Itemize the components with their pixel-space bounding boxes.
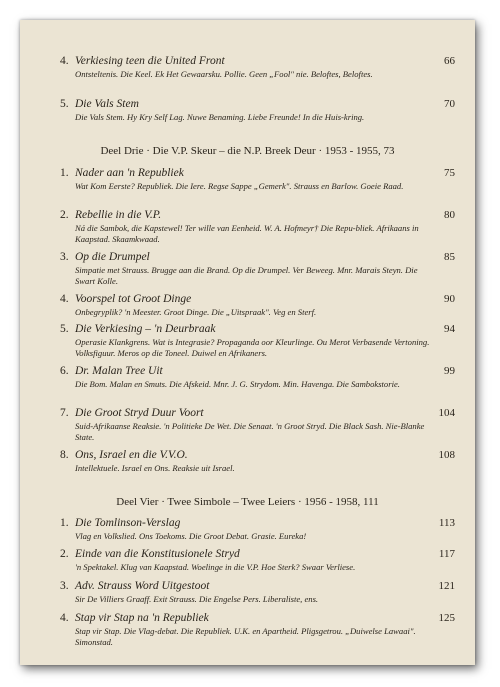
entry-page-number: 90 [444,293,455,305]
entry-page-number: 113 [438,517,455,529]
entry-description: Intellektuele. Israel en Ons. Reaksie uit Israel. [75,463,235,473]
entry-description: Onbegryplik? 'n Meester. Groot Dinge. Die „Uitspraak". Veg en Sterf. [75,307,317,317]
entry-title: Adv. Strauss Word Uitgestoot [75,580,210,592]
entry-number: 2. [60,548,69,560]
entry-description: Stap vir Stap. Die Vlag-debat. Die Republiek. U.K. en Apartheid. Pligsgetrou. „Duiwelse Lawaai". Simonstad. [75,626,416,647]
book-page [20,20,475,665]
entry-page-number: 66 [444,55,455,67]
entry-description: Ná die Sambok, die Kapstewel! Ter wille van Eenheid. W. A. Hofmeyr† Die Repu-bliek. Afrikaans in Kaapstad. Skaamkwaad. [75,223,419,244]
entry-number: 2. [60,209,69,221]
entry-title: Die Groot Stryd Duur Voort [75,407,204,419]
entry-number: 6. [60,365,69,377]
entry-title: Nader aan 'n Republiek [75,167,184,179]
entry-page-number: 121 [438,580,455,592]
entry-title: Ons, Israel en die V.V.O. [75,449,188,461]
entry-number: 5. [60,323,69,335]
entry-page-number: 80 [444,209,455,221]
entry-page-number: 108 [438,449,455,461]
entry-number: 5. [60,98,69,110]
entry-title: Verkiesing teen die United Front [75,55,225,67]
entry-number: 1. [60,167,69,179]
entry-description: Wat Kom Eerste? Republiek. Die Iere. Regse Sappe „Gemerk". Strauss en Barlow. Goeie Raad. [75,181,404,191]
part-four-heading: Deel Vier · Twee Simbole – Twee Leiers · 1956 - 1958, 111 [116,496,379,508]
entry-title: Einde van die Konstitusionele Stryd [75,548,240,560]
entry-title: Die Vals Stem [75,98,139,110]
entry-description: Vlag en Volkslied. Ons Toekoms. Die Groot Debat. Grasie. Eureka! [75,531,307,541]
entry-number: 4. [60,55,69,67]
entry-number: 7. [60,407,69,419]
entry-number: 4. [60,293,69,305]
entry-description: Sir De Villiers Graaff. Exit Strauss. Die Engelse Pers. Liberaliste, ens. [75,594,319,604]
entry-description: Simpatie met Strauss. Brugge aan die Brand. Op die Drumpel. Ver Beweeg. Mnr. Marais Steyn. Die Swart Kolle. [75,265,418,286]
entry-number: 1. [60,517,69,529]
entry-page-number: 94 [444,323,455,335]
entry-title: Voorspel tot Groot Dinge [75,293,192,305]
entry-description: Ontsteltenis. Die Keel. Ek Het Gewaarsku. Pollie. Geen „Fool" nie. Beloftes, Beloftes. [75,69,373,79]
entry-title: Op die Drumpel [75,251,150,263]
entry-number: 4. [60,612,69,624]
entry-description: Die Bom. Malan en Smuts. Die Afskeid. Mnr. J. G. Strydom. Min. Havenga. Die Sambokstorie. [75,379,400,389]
entry-page-number: 117 [438,548,455,560]
entry-page-number: 75 [444,167,455,179]
entry-title: Stap vir Stap na 'n Republiek [75,612,209,624]
entry-title: Die Tomlinson-Verslag [75,517,181,529]
entry-page-number: 70 [444,98,455,110]
entry-page-number: 85 [444,251,455,263]
entry-title: Rebellie in die V.P. [75,209,162,221]
entry-number: 3. [60,580,69,592]
entry-description: Operasie Klankgrens. Wat is Integrasie? Propaganda oor Kleurlinge. Ou Merot Verbasende Vertoning. Volksfiguur. Meros op die Toneel. Duiwel en Afrikaners. [75,337,430,358]
entry-page-number: 125 [438,612,455,624]
part-three-heading: Deel Drie · Die V.P. Skeur – die N.P. Breek Deur · 1953 - 1955, 73 [100,145,395,157]
entry-description: Die Vals Stem. Hy Kry Self Lag. Nuwe Benaming. Liebe Freunde! In die Huis-kring. [75,112,365,122]
entry-number: 3. [60,251,69,263]
entry-title: Die Verkiesing – 'n Deurbraak [75,323,216,335]
entry-number: 8. [60,449,69,461]
entry-page-number: 104 [438,407,455,419]
entry-page-number: 99 [444,365,455,377]
entry-description: 'n Spektakel. Klug van Kaapstad. Woelinge in die V.P. Hoe Sterk? Swaar Verliese. [75,562,356,572]
entry-title: Dr. Malan Tree Uit [75,365,163,377]
entry-description: Suid-Afrikaanse Reaksie. 'n Politieke De Wet. Die Senaat. 'n Groot Stryd. Die Black Sash. Nie-Blanke State. [75,421,425,442]
